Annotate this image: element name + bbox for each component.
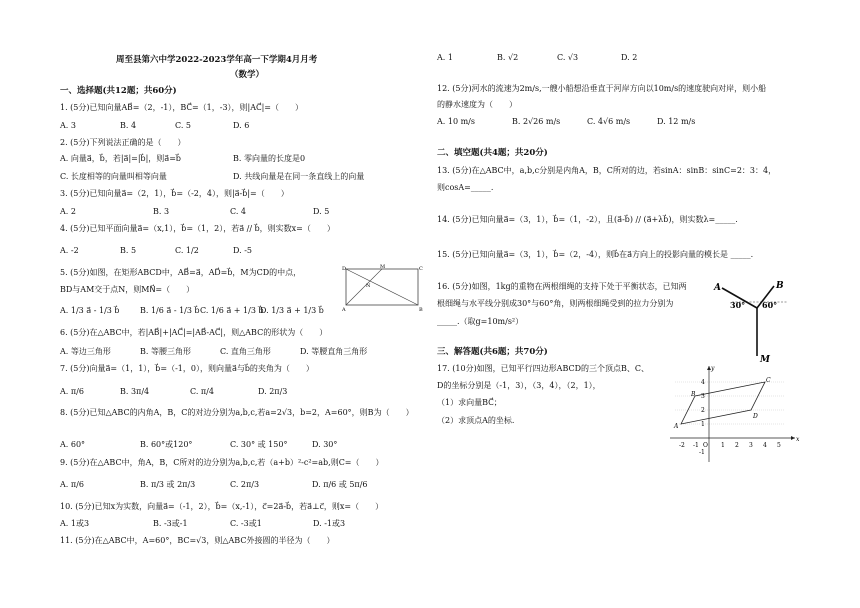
- q5-stem: 5. (5分)如图，在矩形ABCD中，AB⃗=a⃗，AD⃗=b⃗，M为CD的中点，: [60, 268, 302, 277]
- q12-opt-a: A. 10 m/s: [437, 117, 475, 126]
- q2-opt-b: B. 零向量的长度是0: [233, 154, 306, 163]
- exam-subtitle: （数学）: [230, 70, 265, 80]
- fig5-label-m: M: [380, 264, 386, 270]
- q11-stem: 11. (5分)在△ABC中，A=60°，BC=√3，则△ABC外接圆的半径为（ ）: [60, 536, 335, 545]
- fig5-label-b: B: [419, 307, 423, 313]
- q2-opt-c: C. 长度相等的向量叫相等向量: [60, 172, 167, 181]
- fig5-label-d: D: [342, 266, 347, 272]
- q5-opt-c: C. 1/6 a⃗ + 1/3 b⃗: [200, 306, 264, 315]
- q16-stem: 16. (5分)如图，1kg的重物在两根细绳的支持下处于平衡状态，已知两: [437, 282, 687, 291]
- q12-opt-b: B. 2√26 m/s: [512, 117, 561, 126]
- fig16-label-a: A: [714, 283, 721, 293]
- q17-stem2: D的坐标分别是（-1，3），（3，4），（2，1），: [437, 381, 601, 390]
- q1-opt-c: C. 5: [175, 121, 192, 130]
- q12-stem2: 的静水速度为（ ）: [437, 100, 517, 109]
- q2-opt-a: A. 向量a⃗，b⃗，若|a⃗|=|b⃗|，则a⃗=b⃗: [60, 154, 181, 163]
- q5-opt-d: D. 1/3 a⃗ + 1/3 b⃗: [260, 306, 324, 315]
- fig5-label-a: A: [342, 307, 346, 313]
- q16-stem2: 根细绳与水平线分别成30°与60°角，则两根细绳受到的拉力分别为: [437, 299, 674, 308]
- q6-opt-c: C. 直角三角形: [220, 347, 271, 356]
- fig17-point-c: C: [766, 377, 771, 384]
- fig16-label-m: M: [760, 355, 770, 365]
- fig5-label-c: C: [419, 266, 423, 272]
- q6-opt-d: D. 等腰直角三角形: [300, 347, 368, 356]
- q1-opt-a: A. 3: [60, 121, 76, 130]
- q13-stem: 13. (5分)在△ABC中，a,b,c分别是内角A，B，C所对的边，若sinA：sinB：sinC=2：3：4，: [437, 166, 777, 175]
- coordinate-figure: [665, 362, 800, 467]
- fig16-label-b: B: [776, 281, 784, 291]
- q5-opt-a: A. 1/3 a⃗ - 1/3 b⃗: [60, 306, 120, 315]
- fig17-xtick-4: 4: [763, 442, 767, 449]
- q1-stem: 1. (5分)已知向量AB⃗=（2，-1），BC⃗=（1，-3），则|AC⃗|=（ ）: [60, 103, 304, 112]
- section-fill: 二、填空题(共4题；共20分): [437, 148, 548, 158]
- q10-opt-d: D. -1或3: [313, 519, 346, 528]
- q11-opt-a: A. 1: [437, 53, 453, 62]
- q1-opt-b: B. 4: [120, 121, 137, 130]
- q9-stem: 9. (5分)在△ABC中，角A，B，C所对的边分别为a,b,c,若（a+b）²-c²=ab,则C=（ ）: [60, 458, 384, 467]
- fig17-ytick-1: 1: [701, 421, 705, 428]
- q11-opt-d: D. 2: [621, 53, 638, 62]
- q9-opt-b: B. π/3 或 2π/3: [140, 480, 196, 489]
- q17-stem: 17. (10分)如图，已知平行四边形ABCD的三个顶点B、C、: [437, 364, 650, 373]
- q4-opt-c: C. 1/2: [175, 246, 199, 255]
- q8-opt-a: A. 60°: [60, 440, 86, 449]
- q3-opt-d: D. 5: [313, 207, 330, 216]
- q9-opt-a: A. π/6: [60, 480, 84, 489]
- q7-opt-c: C. π/4: [190, 387, 214, 396]
- q17-part1: （1）求向量BC⃗；: [437, 398, 502, 407]
- q6-stem: 6. (5分)在△ABC中，若|AB⃗|+|AC⃗|=|AB⃗-AC⃗|，则△ABC的形状为（ ）: [60, 328, 328, 337]
- fig17-xtick-m1: -1: [693, 442, 699, 449]
- fig17-xtick-5: 5: [777, 442, 781, 449]
- q8-stem: 8. (5分)已知△ABC的内角A，B，C的对边分别为a,b,c,若a=2√3，b=2，A=60°，则B为（ ）: [60, 408, 414, 417]
- q5-opt-b: B. 1/6 a⃗ - 1/3 b⃗: [140, 306, 200, 315]
- fig17-point-b: B: [691, 391, 696, 398]
- fig17-point-d: D: [753, 413, 758, 420]
- q7-opt-d: D. 2π/3: [258, 387, 288, 396]
- fig17-ytick-2: 2: [701, 407, 705, 414]
- section-answer: 三、解答题(共6题；共70分): [437, 347, 548, 357]
- fig17-xtick-1: 1: [721, 442, 725, 449]
- q1-opt-d: D. 6: [233, 121, 250, 130]
- q3-opt-a: A. 2: [60, 207, 76, 216]
- fig17-xtick-3: 3: [749, 442, 753, 449]
- fig17-xtick-2: 2: [735, 442, 739, 449]
- q9-opt-c: C. 2π/3: [230, 480, 260, 489]
- q14-stem: 14. (5分)已知向量a⃗=（3，1），b⃗=（1，-2），且(a⃗-b⃗) // (a⃗+λb⃗)，则实数λ=_____.: [437, 215, 738, 224]
- fig17-axis-x: x: [796, 436, 800, 443]
- q11-opt-c: C. √3: [557, 53, 579, 62]
- q17-part2: （2）求顶点A的坐标.: [437, 416, 515, 425]
- section-choice: 一、选择题(共12题；共60分): [60, 86, 177, 96]
- q4-opt-a: A. -2: [60, 246, 79, 255]
- fig17-xtick-m2: -2: [679, 442, 685, 449]
- q13-stem2: 则cosA=_____.: [437, 183, 494, 192]
- q10-opt-b: B. -3或-1: [153, 519, 188, 528]
- fig17-ytick-4: 4: [701, 379, 705, 386]
- fig16-label-60: 60°: [762, 300, 778, 310]
- fig17-ytick-3: 3: [701, 393, 705, 400]
- q8-opt-b: B. 60°或120°: [140, 440, 193, 449]
- fig16-label-30: 30°: [730, 300, 746, 310]
- fig17-xtick-o: O: [703, 442, 708, 449]
- q8-opt-d: D. 30°: [312, 440, 338, 449]
- q7-stem: 7. (5分)向量a⃗=（1，1），b⃗=（-1，0），则向量a⃗与b⃗的夹角为（ ）: [60, 364, 314, 373]
- q4-opt-b: B. 5: [120, 246, 137, 255]
- q12-stem: 12. (5分)河水的流速为2m/s,一艘小船想沿垂直于河岸方向以10m/s的速度驶向对岸，则小船: [437, 84, 767, 93]
- q12-opt-d: D. 12 m/s: [657, 117, 696, 126]
- q5-stem2: BD与AM交于点N，则MN⃗=（ ）: [60, 285, 195, 294]
- fig17-point-a: A: [674, 423, 679, 430]
- q3-opt-c: C. 4: [230, 207, 247, 216]
- q4-stem: 4. (5分)已知平面向量a⃗=（x,1），b⃗=（1，2），若a⃗ // b⃗，则实数x=（ ）: [60, 224, 335, 233]
- q10-opt-a: A. 1或3: [60, 519, 90, 528]
- q6-opt-b: B. 等腰三角形: [140, 347, 191, 356]
- q7-opt-b: B. 3π/4: [120, 387, 150, 396]
- q7-opt-a: A. π/6: [60, 387, 84, 396]
- q12-opt-c: C. 4√6 m/s: [587, 117, 631, 126]
- q2-opt-d: D. 共线向量是在同一条直线上的向量: [233, 172, 365, 181]
- q3-opt-b: B. 3: [153, 207, 170, 216]
- q10-stem: 10. (5分)已知x为实数，向量a⃗=（-1，2），b⃗=（x,-1），c⃗=2a⃗-b⃗，若a⃗⊥c⃗，则x=（ ）: [60, 502, 384, 511]
- q9-opt-d: D. π/6 或 5π/6: [312, 480, 368, 489]
- fig17-ytick-m1: -1: [699, 449, 705, 456]
- q11-opt-b: B. √2: [497, 53, 519, 62]
- q15-stem: 15. (5分)已知向量a⃗=（3，1），b⃗=（2，-4），则b⃗在a⃗方向上的投影向量的模长是 _____.: [437, 250, 754, 259]
- q3-stem: 3. (5分)已知向量a⃗=（2，1），b⃗=（-2，4），则|a⃗-b⃗|=（ ）: [60, 189, 289, 198]
- q2-stem: 2. (5分)下列说法正确的是（ ）: [60, 138, 186, 147]
- q6-opt-a: A. 等边三角形: [60, 347, 111, 356]
- fig5-label-n: N: [366, 283, 371, 289]
- q8-opt-c: C. 30° 或 150°: [230, 440, 288, 449]
- q10-opt-c: C. -3或1: [230, 519, 262, 528]
- q4-opt-d: D. -5: [233, 246, 253, 255]
- q16-stem3: _____.（取g=10m/s²）: [437, 317, 524, 326]
- exam-title: 周至县第六中学2022-2023学年高一下学期4月月考: [116, 55, 318, 65]
- fig17-axis-y: y: [711, 365, 715, 372]
- rope-figure: [712, 278, 792, 368]
- rectangle-figure: [342, 263, 424, 313]
